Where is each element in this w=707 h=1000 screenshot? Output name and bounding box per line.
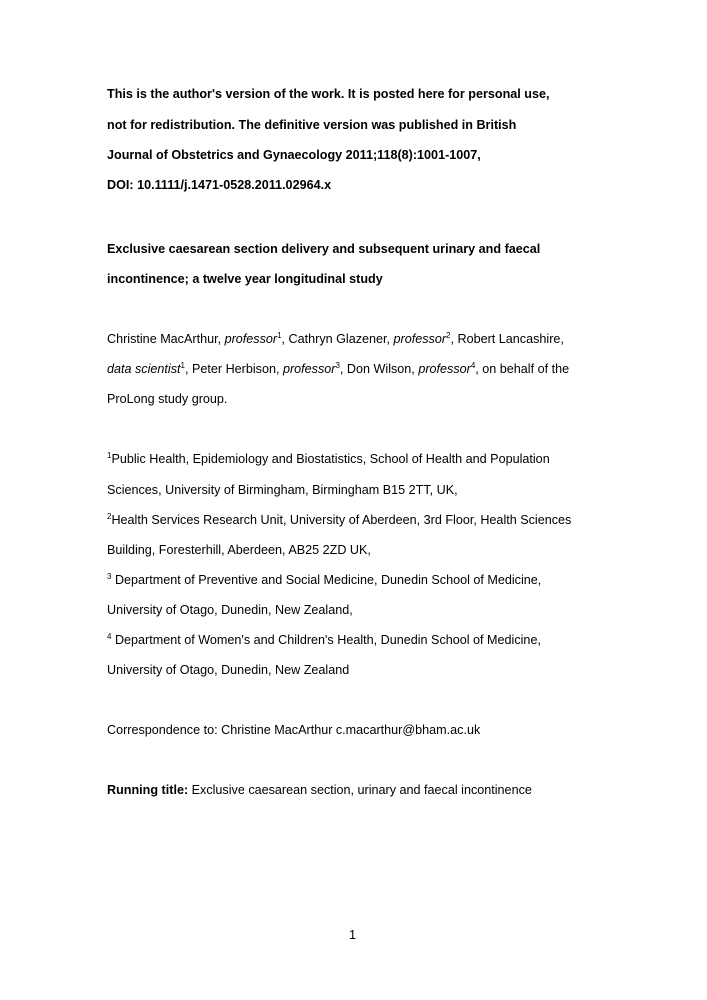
notice-line: DOI: 10.1111/j.1471-0528.2011.02964.x: [107, 178, 332, 192]
title-line: Exclusive caesarean section delivery and subsequent urinary and faecal: [107, 242, 541, 256]
running-title-label: Running title:: [107, 783, 189, 797]
author-group: ProLong study group.: [107, 392, 228, 406]
notice-line: not for redistribution. The definitive version was published in British: [107, 118, 517, 132]
title-line: incontinence; a twelve year longitudinal study: [107, 272, 383, 286]
running-title-text: Exclusive caesarean section, urinary and faecal incontinence: [188, 783, 532, 797]
notice-line: Journal of Obstetrics and Gynaecology 2011;118(8):1001-1007,: [107, 148, 481, 162]
author-line: data scientist$^1$, Peter Herbison, professor$^3$, Don Wilson, professor$^4$, on behalf of the: [107, 361, 570, 376]
affiliation-line: University of Otago, Dunedin, New Zealand: [107, 663, 350, 677]
affiliation-line: $^2$Health Services Research Unit, University of Aberdeen, 3rd Floor, Health Sciences: [107, 512, 572, 527]
affiliation-line: Building, Foresterhill, Aberdeen, AB25 2ZD UK,: [107, 543, 371, 557]
affiliation-line: $^3$ Department of Preventive and Social Medicine, Dunedin School of Medicine,: [107, 572, 542, 587]
correspondence: Correspondence to: Christine MacArthur c.macarthur@bham.ac.uk: [107, 723, 481, 737]
affiliation-line: Sciences, University of Birmingham, Birmingham B15 2TT, UK,: [107, 483, 458, 497]
page-number: 1: [349, 928, 357, 942]
affiliation-line: University of Otago, Dunedin, New Zealand,: [107, 603, 353, 617]
affiliation-line: $^4$ Department of Women's and Children's Health, Dunedin School of Medicine,: [107, 632, 541, 647]
author-line: Christine MacArthur, professor$^1$, Cathryn Glazener, professor$^2$, Robert Lancashire,: [107, 331, 564, 346]
notice-line: This is the author's version of the work. It is posted here for personal use,: [107, 87, 550, 101]
affiliation-line: $^1$Public Health, Epidemiology and Biostatistics, School of Health and Population: [107, 451, 550, 466]
running-title: [107, 782, 532, 798]
